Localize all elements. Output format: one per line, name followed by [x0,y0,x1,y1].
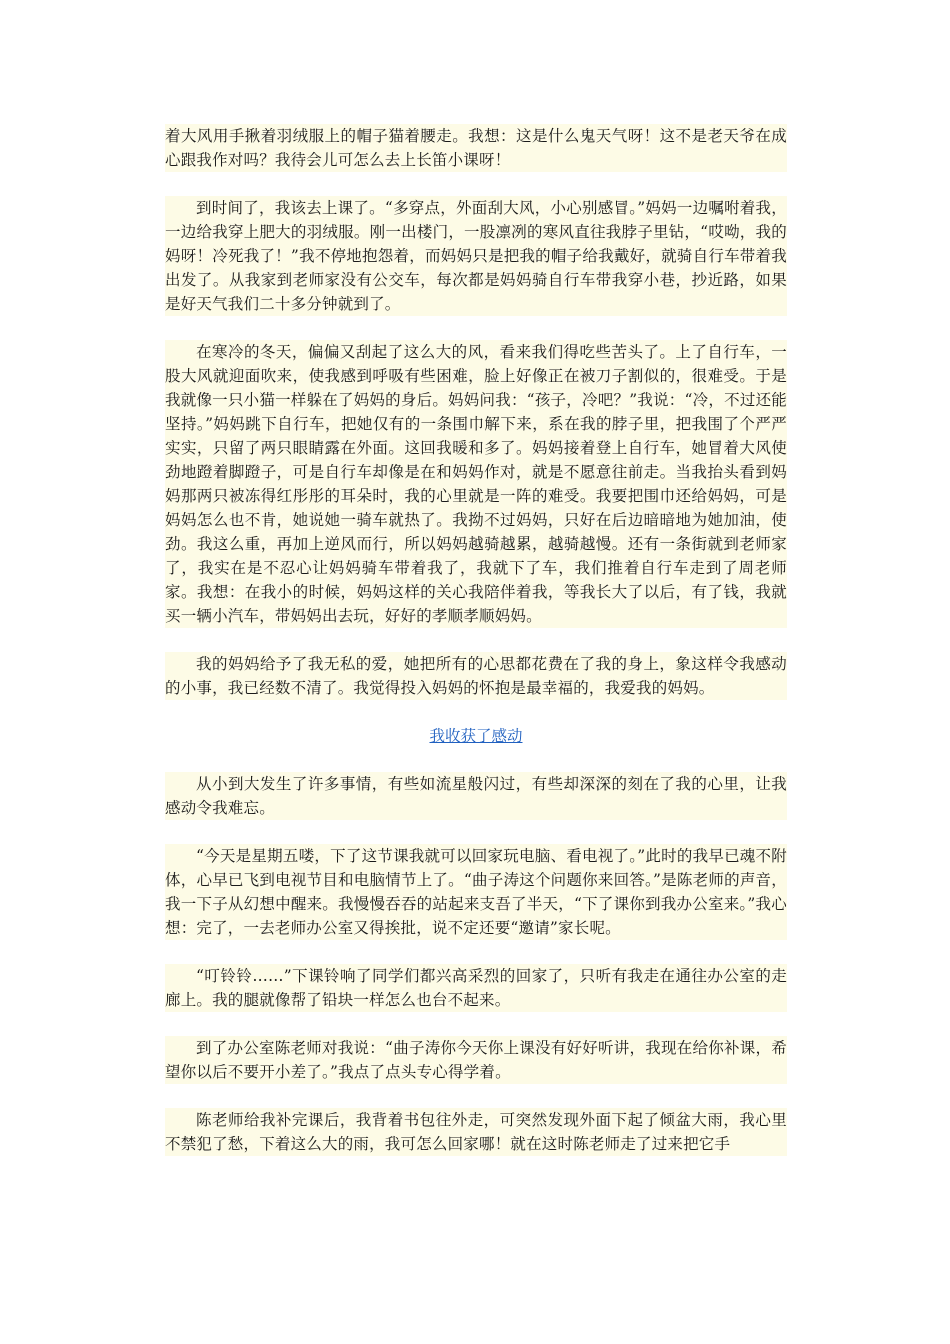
section-heading [165,724,787,748]
paragraph-8: 到了办公室陈老师对我说：“曲子涛你今天你上课没有好好听讲，我现在给你补课，希望你以后不要开小差了。”我点了点头专心得学着。 [165,1036,787,1084]
paragraph-7: “叮铃铃……”下课铃响了同学们都兴高采烈的回家了，只听有我走在通往办公室的走廊上。我的腿就像帮了铅块一样怎么也台不起来。 [165,964,787,1012]
paragraph-3: 在寒冷的冬天，偏偏又刮起了这么大的风，看来我们得吃些苦头了。上了自行车，一股大风就迎面吹来，使我感到呼吸有些困难，脸上好像正在被刀子割似的，很难受。于是我就像一只小猫一样躲在了妈妈的身后。妈妈问我：“孩子，冷吧？”我说：“冷，不过还能坚持。”妈妈跳下自行车，把她仅有的一条围巾解下来，系在我的脖子里，把我围了个严严实实，只留了两只眼睛露在外面。这回我暖和多了。妈妈接着登上自行车，她冒着大风使劲地蹬着脚蹬子，可是自行车却像是在和妈妈作对，就是不愿意往前走。当我抬头看到妈妈那两只被冻得红彤彤的耳朵时，我的心里就是一阵的难受。我要把围巾还给妈妈，可是妈妈怎么也不肯，她说她一骑车就热了。我拗不过妈妈，只好在后边暗暗地为她加油，使劲。我这么重，再加上逆风而行，所以妈妈越骑越累，越骑越慢。还有一条街就到老师家了，我实在是不忍心让妈妈骑车带着我了，我就下了车，我们推着自行车走到了周老师家。我想：在我小的时候，妈妈这样的关心我陪伴着我，等我长大了以后，有了钱，我就买一辆小汽车，带妈妈出去玩，好好的孝顺孝顺妈妈。 [165,340,787,628]
paragraph-6: “今天是星期五喽，下了这节课我就可以回家玩电脑、看电视了。”此时的我早已魂不附体，心早已飞到电视节目和电脑情节上了。“曲子涛这个问题你来回答。”是陈老师的声音，我一下子从幻想中醒来。我慢慢吞吞的站起来支吾了半天，“下了课你到我办公室来。”我心想：完了，一去老师办公室又得挨批，说不定还要“邀请”家长呢。 [165,844,787,940]
paragraph-5: 从小到大发生了许多事情，有些如流星般闪过，有些却深深的刻在了我的心里，让我感动令我难忘。 [165,772,787,820]
paragraph-1: 着大风用手揪着羽绒服上的帽子猫着腰走。我想：这是什么鬼天气呀！这不是老天爷在成心跟我作对吗？我待会儿可怎么去上长笛小课呀！ [165,124,787,172]
heading-link[interactable]: 我收获了感动 [429,727,523,745]
paragraph-4: 我的妈妈给予了我无私的爱，她把所有的心思都花费在了我的身上，象这样令我感动的小事，我已经数不清了。我觉得投入妈妈的怀抱是最幸福的，我爱我的妈妈。 [165,652,787,700]
document-body [165,124,787,1180]
paragraph-9: 陈老师给我补完课后，我背着书包往外走，可突然发现外面下起了倾盆大雨，我心里不禁犯了愁，下着这么大的雨，我可怎么回家哪！就在这时陈老师走了过来把它手 [165,1108,787,1156]
paragraph-2: 到时间了，我该去上课了。“多穿点，外面刮大风，小心别感冒。”妈妈一边嘱咐着我，一边给我穿上肥大的羽绒服。刚一出楼门，一股凛冽的寒风直往我脖子里钻，“哎呦，我的妈呀！冷死我了！”我不停地抱怨着，而妈妈只是把我的帽子给我戴好，就骑自行车带着我出发了。从我家到老师家没有公交车，每次都是妈妈骑自行车带我穿小巷，抄近路，如果是好天气我们二十多分钟就到了。 [165,196,787,316]
